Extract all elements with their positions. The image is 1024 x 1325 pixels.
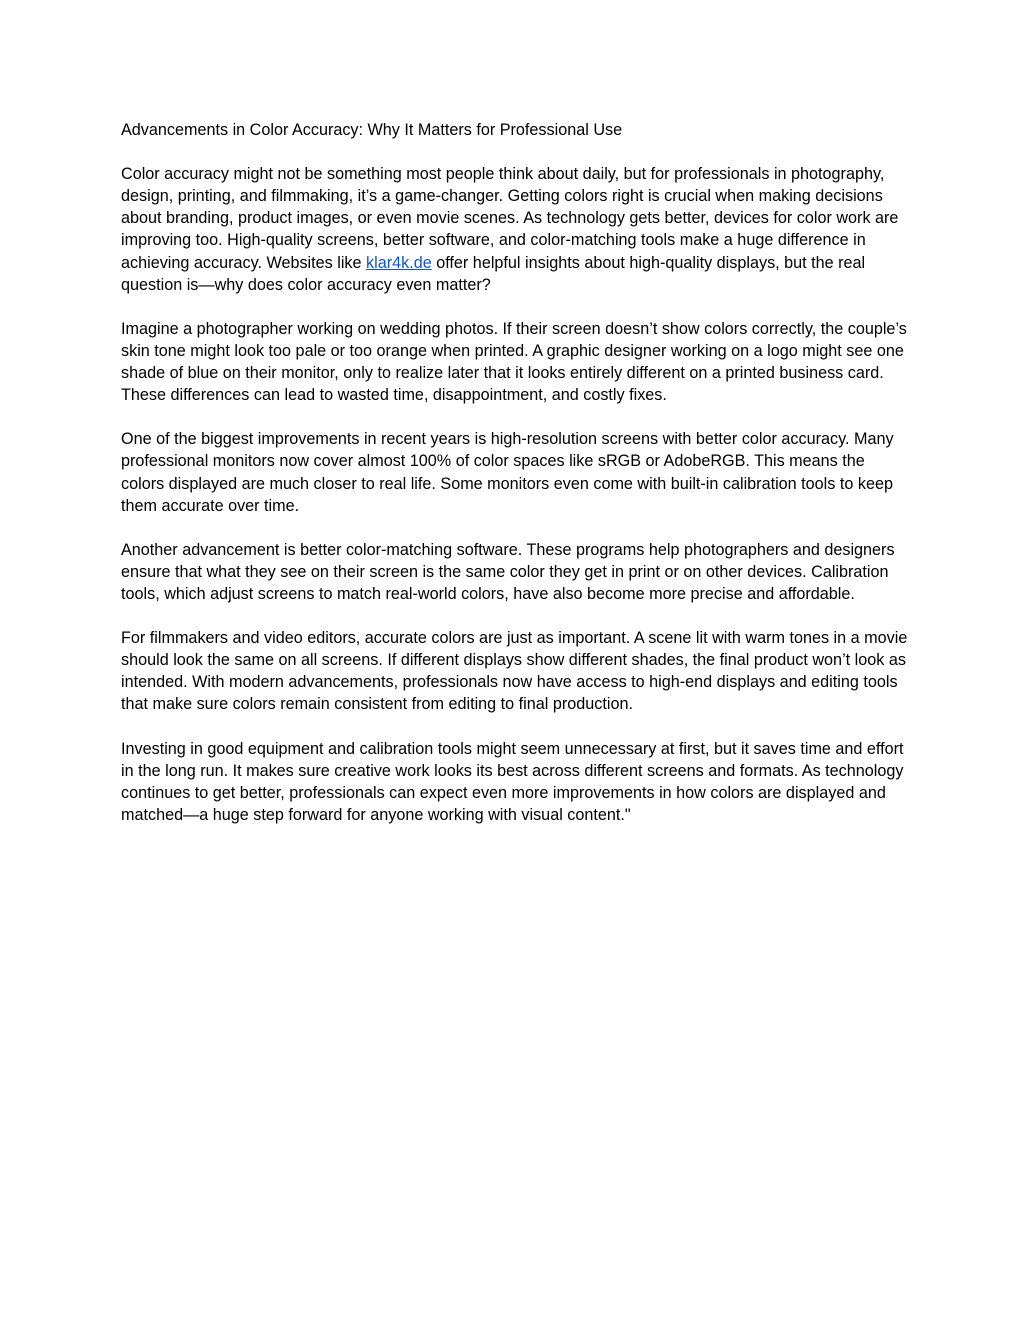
paragraph-software: Another advancement is better color-matching software. These programs help photographers and designers ensure that what they see on their screen is the same color they get in print or on other devices. Calibration tools, which adjust screens to match real-world colors, have also become more precise and affordable.	[121, 540, 895, 603]
document-body	[121, 119, 911, 848]
paragraph-photographer: Imagine a photographer working on wedding photos. If their screen doesn’t show colors correctly, the couple’s skin tone might look too pale or too orange when printed. A graphic designer working on a logo might see one shade of blue on their monitor, only to realize later that it looks entirely different on a printed business card. These differences can lead to wasted time, disappointment, and costly fixes.	[121, 319, 907, 405]
paragraph-intro-text-before: Color accuracy might not be something most people think about daily, but for professionals in photography, design, printing, and filmmaking, it’s a game-changer. Getting colors right is crucial when making decisions about branding, product images, or even movie scenes. As technology gets better, devices for color work are improving too. High-quality screens, better software, and color-matching tools make a huge difference in achieving accuracy. Websites like	[121, 165, 899, 272]
paragraph-intro	[121, 163, 911, 296]
klar4k-link[interactable]: klar4k.de	[366, 253, 432, 272]
paragraph-conclusion: Investing in good equipment and calibration tools might seem unnecessary at first, but it saves time and effort in the long run. It makes sure creative work looks its best across different screens and formats. As technology continues to get better, professionals can expect even more improvements in how colors are displayed and matched—a huge step forward for anyone working with visual content."	[121, 739, 904, 824]
document-title: Advancements in Color Accuracy: Why It Matters for Professional Use	[121, 121, 623, 139]
paragraph-monitors: One of the biggest improvements in recent years is high-resolution screens with better color accuracy. Many professional monitors now cover almost 100% of color spaces like sRGB or AdobeRGB. This means the colors displayed are much closer to real life. Some monitors even come with built-in calibration tools to keep them accurate over time.	[121, 430, 894, 515]
paragraph-intro-text-after: offer helpful insights about high-quality displays, but the real question is—why does color accuracy even matter?	[121, 253, 866, 294]
paragraph-filmmakers: For filmmakers and video editors, accurate colors are just as important. A scene lit with warm tones in a movie should look the same on all screens. If different displays show different shades, the final product won’t look as intended. With modern advancements, professionals now have access to high-end displays and editing tools that make sure colors remain consistent from editing to final production.	[121, 629, 908, 714]
